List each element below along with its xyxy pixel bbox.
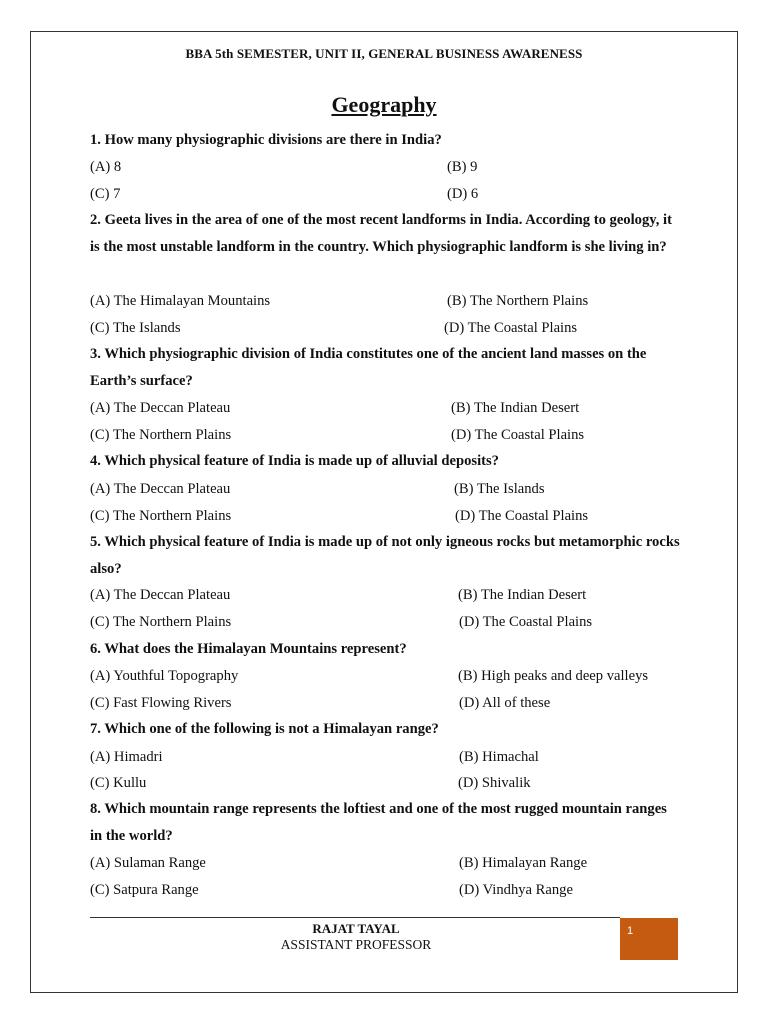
question-7: 7. Which one of the following is not a Himalayan range?: [90, 721, 439, 737]
question-8: 8. Which mountain range represents the loftiest and one of the most rugged mountain ranges in the world?: [90, 801, 667, 844]
question-5-option-b: (B) The Indian Desert: [458, 587, 587, 603]
question-5-option-a: (A) The Deccan Plateau: [90, 587, 231, 603]
question-4-option-d: (D) The Coastal Plains: [455, 508, 589, 524]
question-2-option-c: (C) The Islands: [90, 320, 181, 336]
question-6-option-c: (C) Fast Flowing Rivers: [90, 695, 232, 711]
footer-author-name: RAJAT TAYAL: [312, 921, 400, 936]
question-5-option-d: (D) The Coastal Plains: [459, 614, 593, 630]
question-4: 4. Which physical feature of India is made up of alluvial deposits?: [90, 453, 499, 469]
question-6-option-a: (A) Youthful Topography: [90, 668, 239, 684]
question-1-option-b: (B) 9: [447, 159, 478, 175]
question-3-option-c: (C) The Northern Plains: [90, 427, 232, 443]
question-5: 5. Which physical feature of India is made up of not only igneous rocks but metamorphic rocks also?: [90, 534, 680, 577]
question-6-option-d: (D) All of these: [459, 695, 551, 711]
question-4-option-b: (B) The Islands: [454, 481, 545, 497]
question-3-option-b: (B) The Indian Desert: [451, 400, 580, 416]
question-1-option-d: (D) 6: [447, 186, 479, 202]
question-1-option-a: (A) 8: [90, 159, 122, 175]
question-8-option-c: (C) Satpura Range: [90, 882, 199, 898]
question-5-option-c: (C) The Northern Plains: [90, 614, 232, 630]
question-2: 2. Geeta lives in the area of one of the most recent landforms in India. According to geology, it is the most unstable landform in the country. Which physiographic landform is she living in?: [90, 212, 672, 255]
footer-divider: [90, 917, 620, 918]
question-2-option-b: (B) The Northern Plains: [447, 293, 589, 309]
question-2-option-d: (D) The Coastal Plains: [444, 320, 578, 336]
question-8-option-d: (D) Vindhya Range: [459, 882, 573, 898]
question-7-option-d: (D) Shivalik: [458, 775, 531, 791]
question-2-option-a: (A) The Himalayan Mountains: [90, 293, 271, 309]
question-7-option-a: (A) Himadri: [90, 749, 163, 765]
question-3: 3. Which physiographic division of India constitutes one of the ancient land masses on the Earth’s surface?: [90, 346, 647, 389]
question-4-option-c: (C) The Northern Plains: [90, 508, 232, 524]
footer-author-role: ASSISTANT PROFESSOR: [280, 937, 432, 952]
question-8-option-b: (B) Himalayan Range: [459, 855, 588, 871]
page-title: Geography: [331, 92, 437, 117]
page-number-badge: 1: [620, 918, 678, 960]
question-3-option-d: (D) The Coastal Plains: [451, 427, 585, 443]
question-1: 1. How many physiographic divisions are there in India?: [90, 132, 442, 148]
question-4-option-a: (A) The Deccan Plateau: [90, 481, 231, 497]
question-6: 6. What does the Himalayan Mountains represent?: [90, 641, 407, 657]
question-1-option-c: (C) 7: [90, 186, 121, 202]
question-7-option-c: (C) Kullu: [90, 775, 147, 791]
question-8-option-a: (A) Sulaman Range: [90, 855, 206, 871]
question-6-option-b: (B) High peaks and deep valleys: [458, 668, 649, 684]
question-3-option-a: (A) The Deccan Plateau: [90, 400, 231, 416]
document-header: BBA 5th SEMESTER, UNIT II, GENERAL BUSINESS AWARENESS: [185, 46, 583, 61]
question-7-option-b: (B) Himachal: [459, 749, 539, 765]
